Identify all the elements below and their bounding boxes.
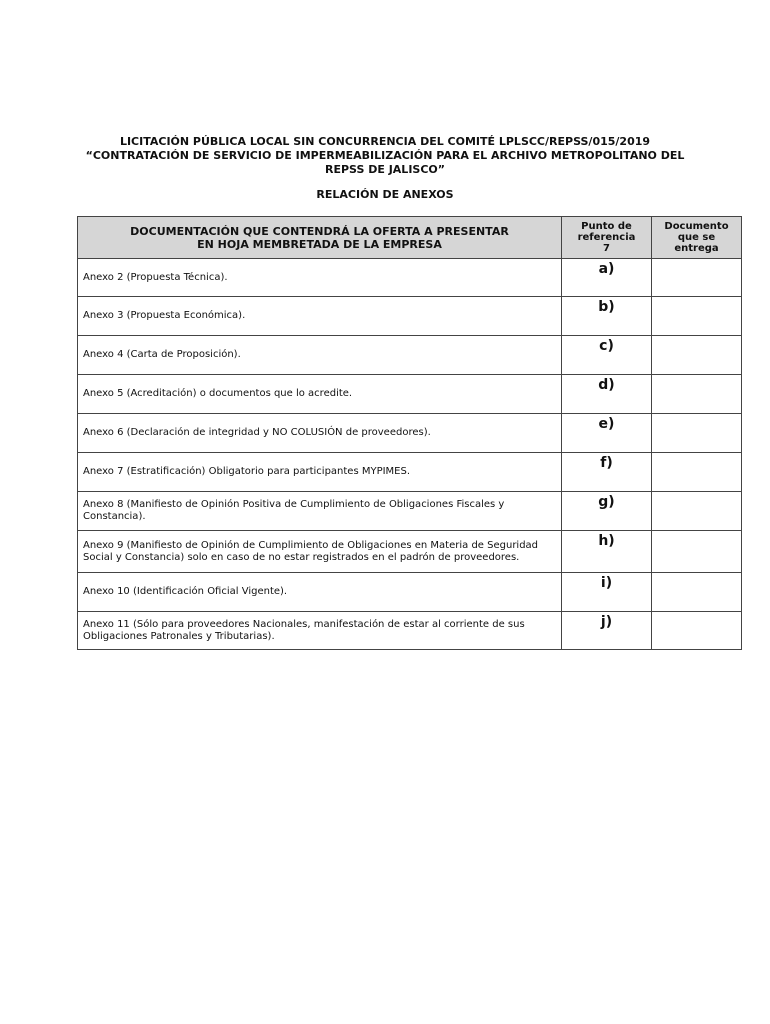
- table-row: [78, 414, 742, 453]
- reference-letter: j): [562, 612, 652, 650]
- table-row: [78, 453, 742, 492]
- annex-description: Anexo 6 (Declaración de integridad y NO COLUSIÓN de proveedores).: [78, 414, 562, 453]
- delivered-cell: [652, 573, 742, 612]
- annex-description: Anexo 8 (Manifiesto de Opinión Positiva de Cumplimiento de Obligaciones Fiscales y Constancia).: [78, 492, 562, 531]
- table-row: [78, 531, 742, 573]
- annex-description: Anexo 7 (Estratificación) Obligatorio para participantes MYPIMES.: [78, 453, 562, 492]
- annex-description: Anexo 11 (Sólo para proveedores Nacionales, manifestación de estar al corriente de sus Obligaciones Patronales y Tributarias).: [78, 612, 562, 650]
- delivered-cell: [652, 414, 742, 453]
- delivered-cell: [652, 375, 742, 414]
- delivered-cell: [652, 492, 742, 531]
- reference-letter: b): [562, 297, 652, 336]
- document-header: [60, 135, 710, 177]
- annex-description: Anexo 10 (Identificación Oficial Vigente).: [78, 573, 562, 612]
- reference-letter: g): [562, 492, 652, 531]
- table-row: [78, 492, 742, 531]
- annex-description: Anexo 9 (Manifiesto de Opinión de Cumplimiento de Obligaciones en Materia de Seguridad Social y Constancia) solo en caso de no estar registrados en el padrón de proveedores.: [78, 531, 562, 573]
- header-documentation: DOCUMENTACIÓN QUE CONTENDRÁ LA OFERTA A PRESENTAR EN HOJA MEMBRETADA DE LA EMPRESA: [78, 217, 562, 259]
- table-row: [78, 612, 742, 650]
- header-line-2: “CONTRATACIÓN DE SERVICIO DE IMPERMEABILIZACIÓN PARA EL ARCHIVO METROPOLITANO DEL: [85, 149, 685, 162]
- reference-letter: a): [562, 259, 652, 297]
- table-row: [78, 375, 742, 414]
- table-row: [78, 336, 742, 375]
- delivered-cell: [652, 297, 742, 336]
- header-reference-point: Punto de referencia 7: [562, 217, 652, 259]
- reference-letter: i): [562, 573, 652, 612]
- reference-letter: e): [562, 414, 652, 453]
- delivered-cell: [652, 336, 742, 375]
- document-subtitle: RELACIÓN DE ANEXOS: [316, 188, 454, 201]
- reference-letter: f): [562, 453, 652, 492]
- delivered-cell: [652, 259, 742, 297]
- delivered-cell: [652, 612, 742, 650]
- annex-description: Anexo 3 (Propuesta Económica).: [78, 297, 562, 336]
- annex-description: Anexo 5 (Acreditación) o documentos que lo acredite.: [78, 375, 562, 414]
- reference-letter: d): [562, 375, 652, 414]
- table-row: [78, 297, 742, 336]
- table-row: [78, 259, 742, 297]
- annex-description: Anexo 4 (Carta de Proposición).: [78, 336, 562, 375]
- delivered-cell: [652, 531, 742, 573]
- delivered-cell: [652, 453, 742, 492]
- annex-description: Anexo 2 (Propuesta Técnica).: [78, 259, 562, 297]
- reference-letter: h): [562, 531, 652, 573]
- header-line-1: LICITACIÓN PÚBLICA LOCAL SIN CONCURRENCIA DEL COMITÉ LPLSCC/REPSS/015/2019: [119, 135, 651, 148]
- header-document-delivered: Documento que se entrega: [652, 217, 742, 259]
- reference-letter: c): [562, 336, 652, 375]
- annex-table: [77, 216, 742, 650]
- table-row: [78, 573, 742, 612]
- header-line-3: REPSS DE JALISCO”: [325, 163, 445, 176]
- table-header-row: [78, 217, 742, 259]
